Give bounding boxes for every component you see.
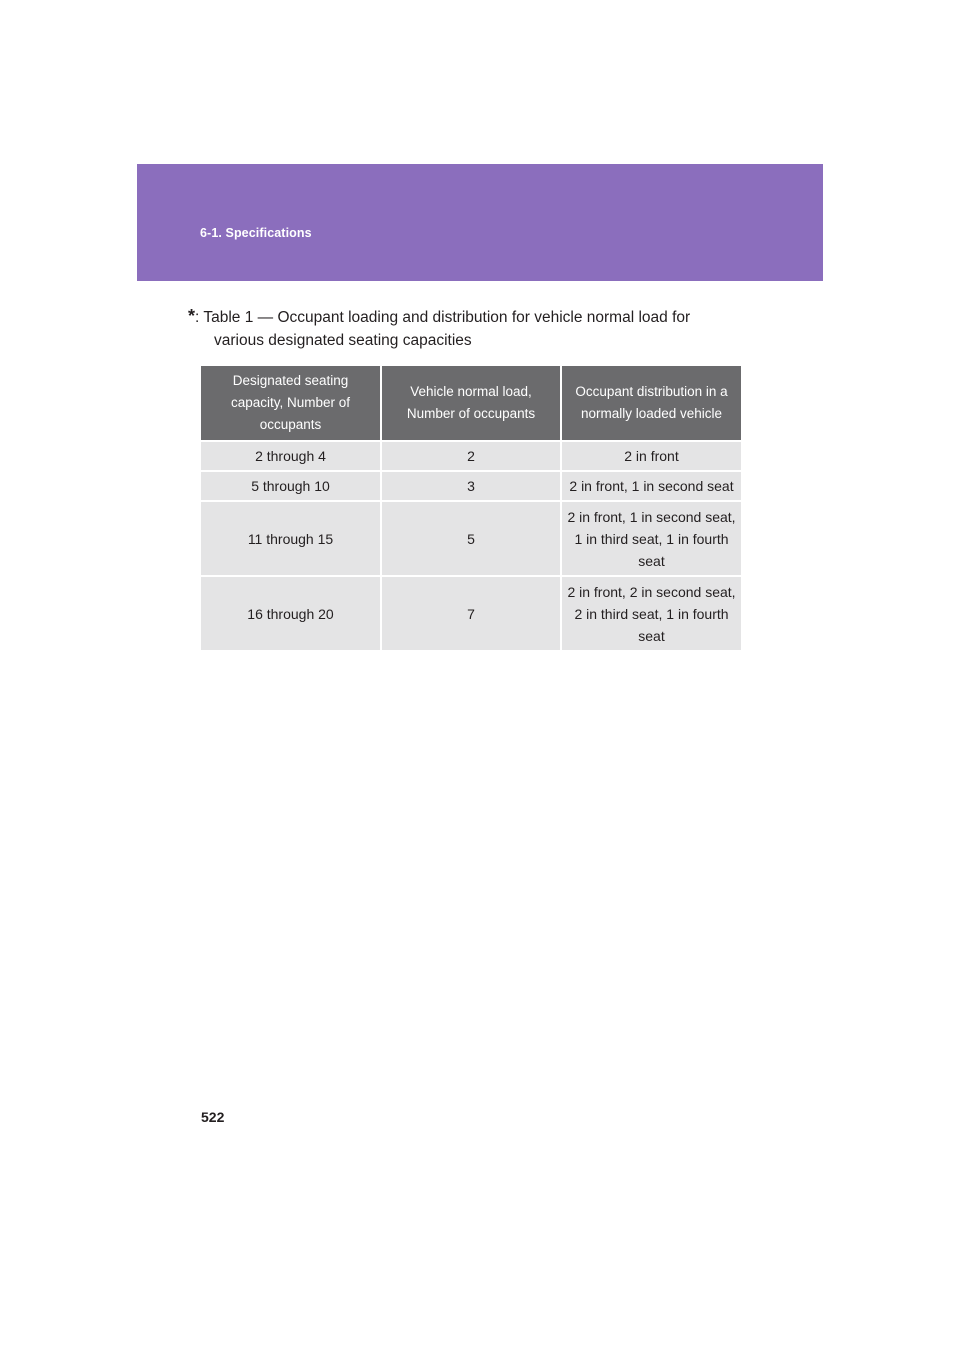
section-header-band	[137, 164, 823, 281]
page-number: 522	[201, 1109, 225, 1125]
table-row	[201, 471, 741, 501]
caption-line-1: : Table 1 — Occupant loading and distribution for vehicle normal load for	[195, 309, 691, 326]
table-cell: 2 in front, 1 in second seat	[561, 471, 741, 501]
occupant-loading-table	[201, 366, 741, 652]
table-cell: 5	[381, 501, 561, 576]
table-cell: 2 in front, 1 in second seat, 1 in third seat, 1 in fourth seat	[561, 501, 741, 576]
table-cell: 7	[381, 576, 561, 651]
column-header-seating-capacity: Designated seating capacity, Number of occupants	[201, 366, 381, 441]
table-cell: 2	[381, 441, 561, 471]
column-header-normal-load: Vehicle normal load, Number of occupants	[381, 366, 561, 441]
table-row	[201, 501, 741, 576]
table-row	[201, 441, 741, 471]
table-cell: 2 in front	[561, 441, 741, 471]
table-caption	[188, 305, 748, 352]
footnote-asterisk: *	[188, 306, 196, 326]
table-header-row	[201, 366, 741, 441]
table-cell: 5 through 10	[201, 471, 381, 501]
table-cell: 2 through 4	[201, 441, 381, 471]
table-cell: 3	[381, 471, 561, 501]
section-title: 6-1. Specifications	[200, 226, 312, 240]
table-cell: 2 in front, 2 in second seat, 2 in third seat, 1 in fourth seat	[561, 576, 741, 651]
column-header-occupant-distribution: Occupant distribution in a normally loaded vehicle	[561, 366, 741, 441]
table-cell: 16 through 20	[201, 576, 381, 651]
table-cell: 11 through 15	[201, 501, 381, 576]
table-row	[201, 576, 741, 651]
caption-line-2: various designated seating capacities	[214, 332, 472, 349]
